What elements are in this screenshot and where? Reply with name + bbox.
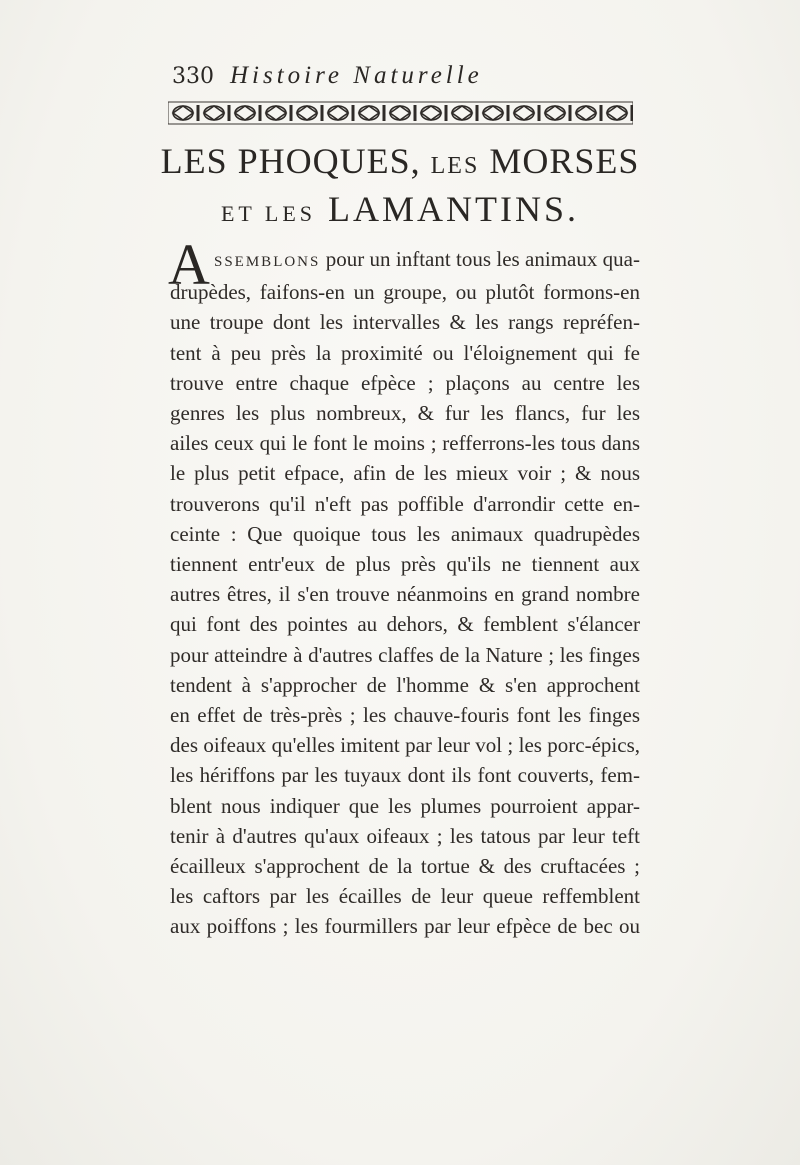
ornament-motif xyxy=(204,106,224,120)
text-line: drupèdes, faifons-en un groupe, ou plutôt formons-en xyxy=(170,280,640,305)
text-line: ceinte : Que quoique tous les animaux quadrupèdes xyxy=(170,521,640,546)
title-morses: MORSES xyxy=(489,141,640,181)
text-line: le plus petit efpace, afin de les mieux voir ; & nous xyxy=(170,461,640,486)
ornament-motif xyxy=(235,106,255,120)
text-line: autres êtres, il s'en trouve néanmoins en grand nombre xyxy=(170,582,640,607)
ornament-motif xyxy=(607,106,627,120)
text-line: SSEMBLONS pour un inftant tous les animaux qua- xyxy=(214,247,640,271)
first-word: SSEMBLONS xyxy=(214,254,321,270)
ornament-motif xyxy=(514,106,534,120)
text-line: aux poiffons ; les fourmillers par leur efpèce de bec ou xyxy=(170,914,640,939)
title-phoques: LES PHOQUES, xyxy=(160,141,421,181)
text-line: qui font des pointes au dehors, & femblent s'élancer xyxy=(170,612,640,637)
text-line: ailes ceux qui le font le moins ; refferrons-les tous dans xyxy=(170,431,640,456)
title-lamantins: LAMANTINS. xyxy=(328,189,580,229)
ornament-motif xyxy=(545,106,565,120)
text-line: une troupe dont les intervalles & les rangs repréfen- xyxy=(170,310,640,335)
body-text xyxy=(170,244,640,942)
ornament-motif xyxy=(297,106,317,120)
running-title: Histoire Naturelle xyxy=(230,62,483,89)
text-line: blent nous indiquer que les plumes pourroient appar- xyxy=(170,793,640,818)
text-line: les caftors par les écailles de leur queue reffemblent xyxy=(170,884,640,909)
text-line: en effet de très-près ; les chauve-fouris font les finges xyxy=(170,703,640,728)
title-et-les: ET LES xyxy=(220,201,317,226)
title-les: LES xyxy=(430,153,480,179)
text-line: trouve entre chaque efpèce ; plaçons au centre les xyxy=(170,370,640,395)
text-line: pour atteindre à d'autres claffes de la Nature ; les finges xyxy=(170,642,640,667)
ornament-motif xyxy=(266,106,286,120)
page-header xyxy=(172,62,632,98)
ornament-motif xyxy=(576,106,596,120)
chapter-title-line-1 xyxy=(0,140,800,182)
ornament-motif xyxy=(483,106,503,120)
text-line: tenir à d'autres qu'aux oifeaux ; les tatous par leur teft xyxy=(170,823,640,848)
chapter-title-line-2 xyxy=(0,188,800,230)
ornament-motif xyxy=(452,106,472,120)
ornament-motif xyxy=(328,106,348,120)
text-line: tiennent entr'eux de plus près qu'ils ne tiennent aux xyxy=(170,552,640,577)
ornament-motif xyxy=(173,106,193,120)
text-line: les hériffons par les tuyaux dont ils font couverts, fem- xyxy=(170,763,640,788)
ornamental-band xyxy=(168,100,633,126)
text-line: trouverons qu'il n'eft pas poffible d'arrondir cette en- xyxy=(170,491,640,516)
text-line: genres les plus nombreux, & fur les flancs, fur les xyxy=(170,401,640,426)
drop-cap: A xyxy=(168,232,210,297)
text-line: des oifeaux qu'elles imitent par leur vol ; les porc-épics, xyxy=(170,733,640,758)
text-line: tent à peu près la proximité ou l'éloignement qui fe xyxy=(170,340,640,365)
ornament-motif xyxy=(359,106,379,120)
ornament-motif xyxy=(390,106,410,120)
ornament-motif xyxy=(421,106,441,120)
text-line: tendent à s'approcher de l'homme & s'en approchent xyxy=(170,672,640,697)
page-number: 330 xyxy=(172,64,214,89)
text-line: écailleux s'approchent de la tortue & des cruftacées ; xyxy=(170,854,640,879)
